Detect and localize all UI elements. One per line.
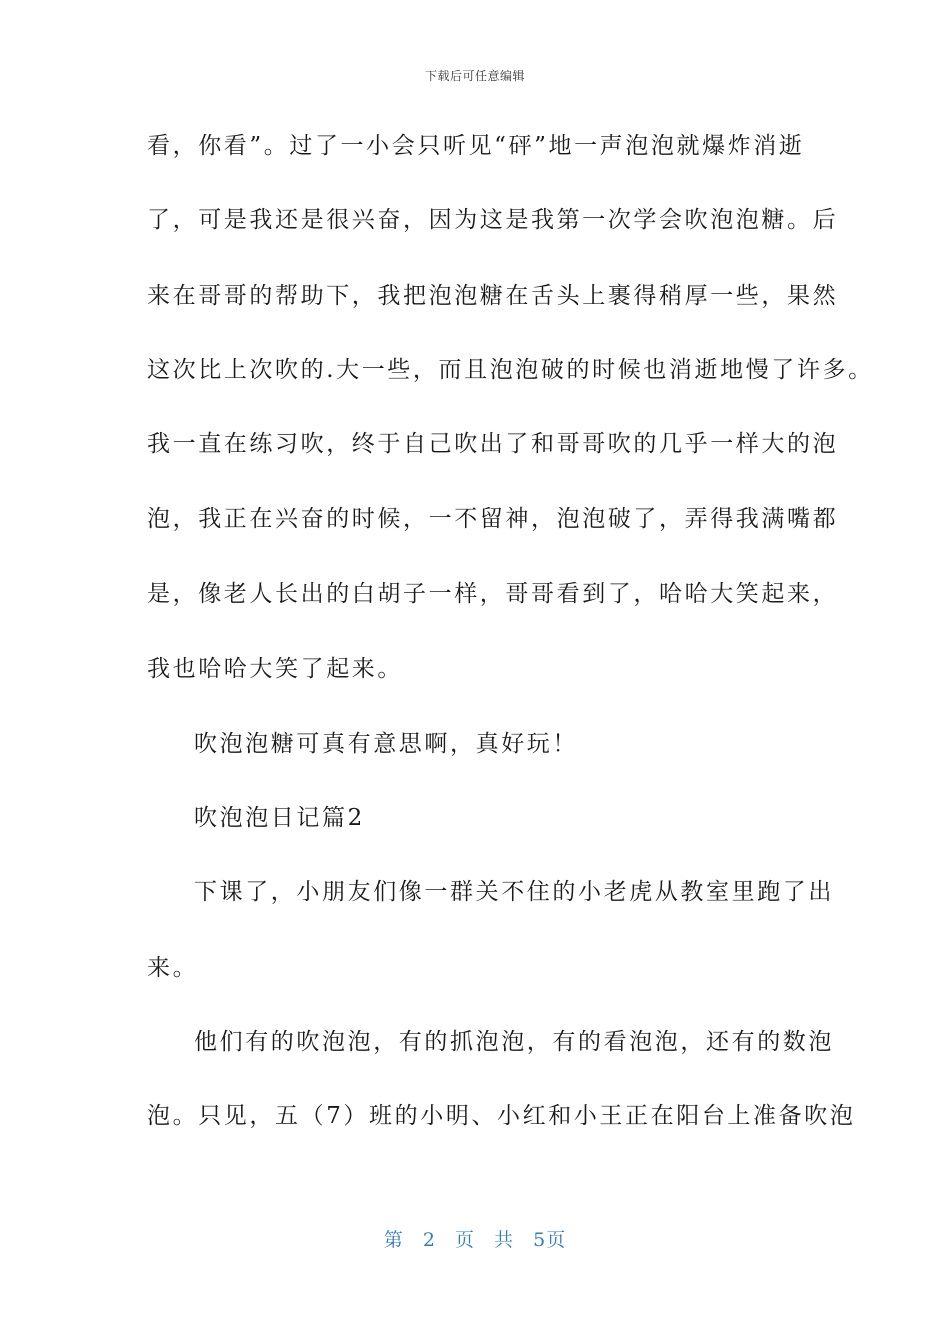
text-line: 这次比上次吹的.大一些，而且泡泡破的时候也消逝地慢了许多。 [147,357,874,383]
text-line: 了，可是我还是很兴奋，因为这是我第一次学会吹泡泡糖。后 [147,207,839,233]
footer-page-number: 2 [422,1229,436,1251]
page-footer [0,1225,950,1252]
text-line: 我一直在练习吹，终于自己吹出了和哥哥吹的几乎一样大的泡 [147,431,839,457]
header-note: 下载后可任意编辑 [424,69,525,83]
text-line: 看，你看”。过了一小会只听见“砰”地一声泡泡就爆炸消逝 [147,133,805,159]
text-line: 他们有的吹泡泡，有的抓泡泡，有的看泡泡，还有的数泡 [194,1029,834,1055]
text-line: 来。 [147,955,199,981]
footer-gong: 共 [494,1229,515,1251]
text-line: 吹泡泡糖可真有意思啊，真好玩！ [194,731,578,757]
section-heading: 吹泡泡日记篇2 [194,805,365,831]
text-line: 泡。只见，五（7）班的小明、小红和小王正在阳台上准备吹泡 [147,1103,856,1129]
footer-di: 第 [383,1229,404,1251]
text-line: 我也哈哈大笑了起来。 [147,656,403,682]
text-line: 是，像老人长出的白胡子一样，哥哥看到了，哈哈大笑起来， [147,581,839,607]
text-line: 泡，我正在兴奋的时候，一不留神，泡泡破了，弄得我满嘴都 [147,506,839,532]
text-line: 下课了，小朋友们像一群关不住的小老虎从教室里跑了出 [194,879,834,905]
footer-ye: 页 [454,1229,475,1251]
footer-total-pages: 5页 [533,1229,567,1251]
text-line: 来在哥哥的帮助下，我把泡泡糖在舌头上裹得稍厚一些，果然 [147,283,839,309]
